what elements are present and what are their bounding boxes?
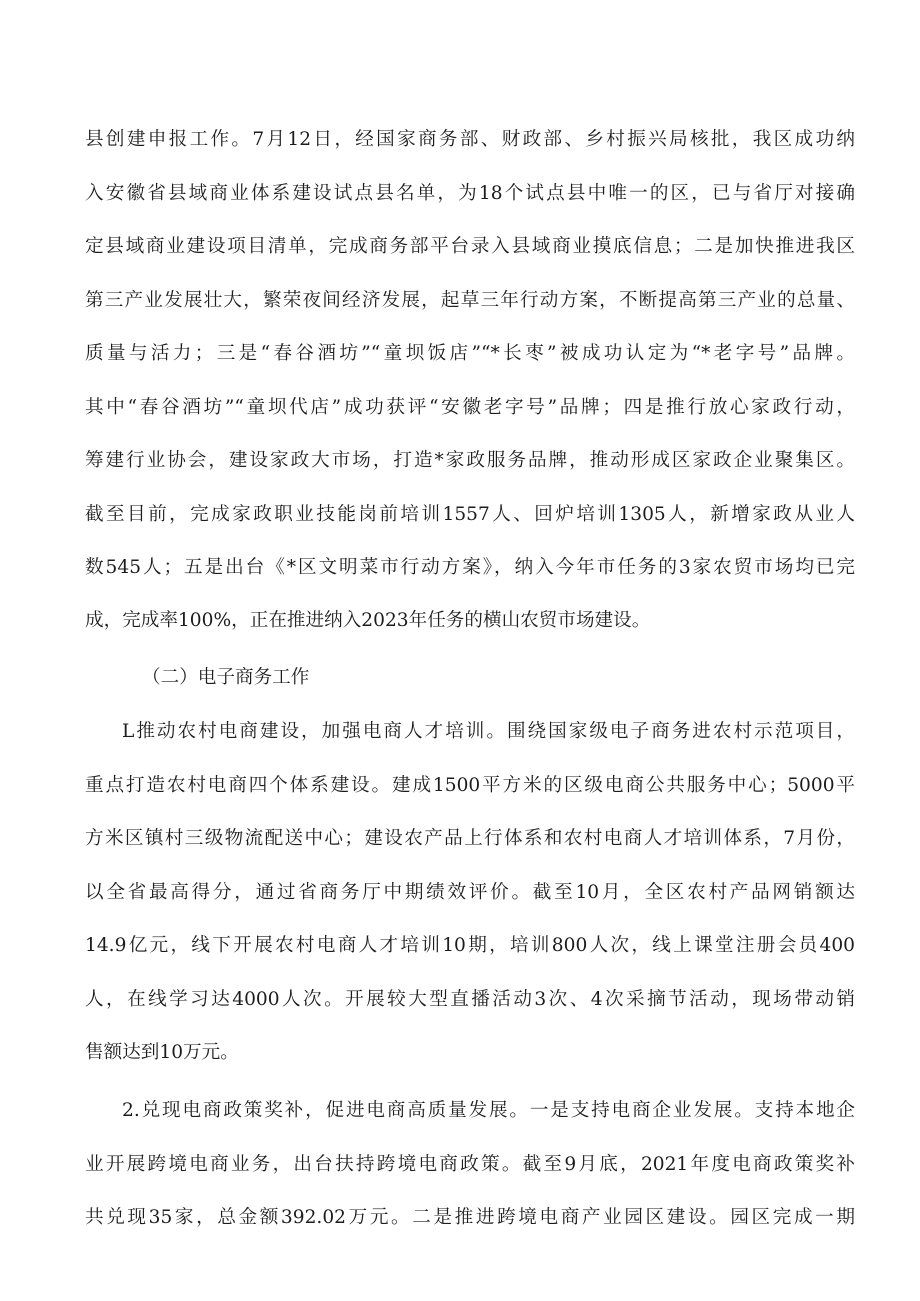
paragraph-2-line-7: 售额达到10万元。 [85,1042,239,1063]
paragraph-1-line-10: 成，完成率100%，正在推进纳入2023年任务的横山农贸市场建设。 [85,610,651,631]
paragraph-2-line-2: 重点打造农村电商四个体系建设。建成1500平方米的区级电商公共服务中心；5000平 [85,775,855,796]
paragraph-2-line-5: 14.9亿元，线下开展农村电商人才培训10期，培训800人次，线上课堂注册会员400 [85,935,855,956]
paragraph-1-line-9: 数545人；五是出台《*区文明菜市行动方案》，纳入今年市任务的3家农贸市场均已完 [85,557,855,578]
paragraph-1-line-7: 筹建行业协会，建设家政大市场，打造*家政服务品牌，推动形成区家政企业聚集区。 [85,450,855,471]
paragraph-1-line-6: 其中“春谷酒坊”“童坝代店”成功获评“安徽老字号”品牌；四是推行放心家政行动， [85,397,855,418]
paragraph-1-line-1: 县创建申报工作。7月12日，经国家商务部、财政部、乡村振兴局核批，我区成功纳 [85,129,855,150]
paragraph-2-line-1: L推动农村电商建设，加强电商人才培训。围绕国家级电子商务进农村示范项目， [122,721,855,742]
paragraph-2-line-6: 人，在线学习达4000人次。开展较大型直播活动3次、4次采摘节活动，现场带动销 [85,989,855,1010]
paragraph-2-line-4: 以全省最高得分，通过省商务厅中期绩效评价。截至10月，全区农村产品网销额达 [85,882,855,903]
paragraph-3-line-3: 共兑现35家，总金额392.02万元。二是推进跨境电商产业园区建设。园区完成一期 [85,1207,855,1228]
paragraph-1-line-2: 入安徽省县域商业体系建设试点县名单，为18个试点县中唯一的区，已与省厅对接确 [85,183,855,204]
paragraph-1-line-3: 定县域商业建设项目清单，完成商务部平台录入县域商业摸底信息；二是加快推进我区 [85,236,855,257]
paragraph-3-line-2: 业开展跨境电商业务，出台扶持跨境电商政策。截至9月底，2021年度电商政策奖补 [85,1154,855,1175]
paragraph-1-line-8: 截至目前，完成家政职业技能岗前培训1557人、回炉培训1305人，新增家政从业人 [85,504,855,525]
paragraph-1-line-4: 第三产业发展壮大，繁荣夜间经济发展，起草三年行动方案，不断提高第三产业的总量、 [85,290,855,311]
paragraph-1-line-5: 质量与活力；三是“春谷酒坊”“童坝饭店”“*长枣”被成功认定为“*老字号”品牌。 [85,343,855,364]
paragraph-3-line-1: 2.兑现电商政策奖补，促进电商高质量发展。一是支持电商企业发展。支持本地企 [122,1100,855,1121]
paragraph-2-line-3: 方米区镇村三级物流配送中心；建设农产品上行体系和农村电商人才培训体系，7月份， [85,828,855,849]
section-heading: （二）电子商务工作 [142,667,310,688]
